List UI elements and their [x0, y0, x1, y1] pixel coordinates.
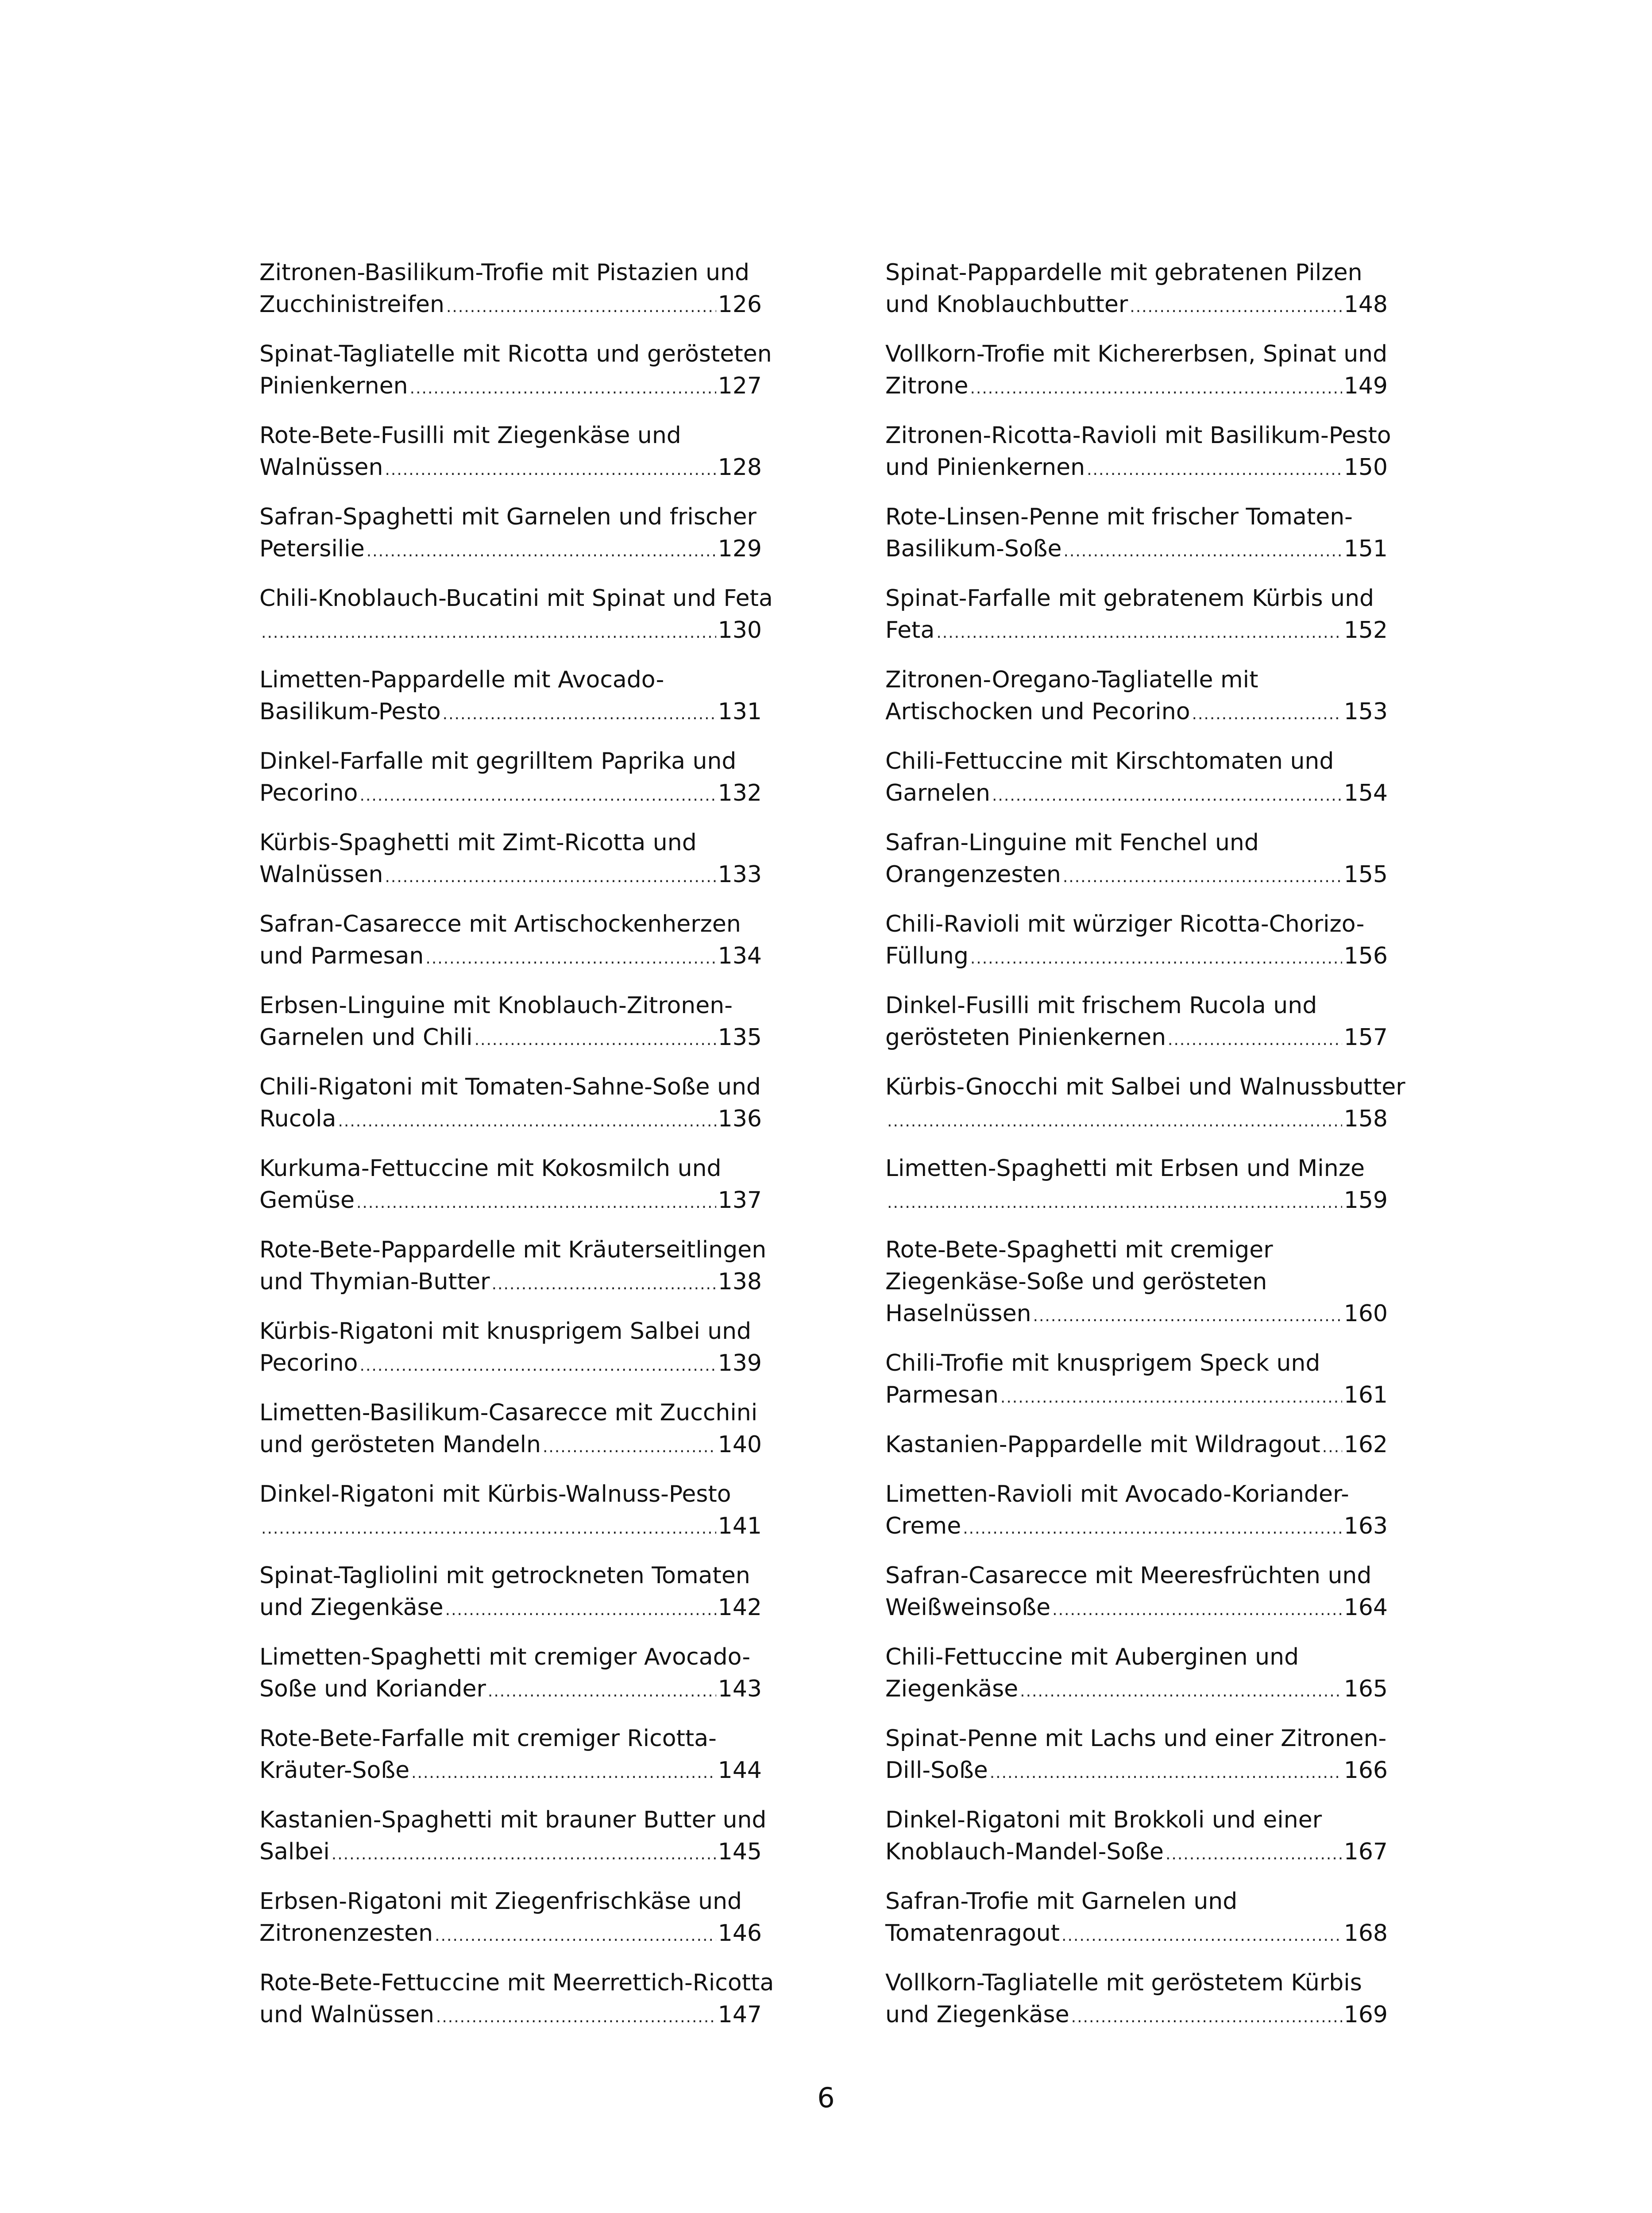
dot-leader	[1020, 1676, 1342, 1708]
toc-entry-last-line	[259, 859, 762, 893]
toc-entry	[885, 908, 1388, 979]
dot-leader	[1322, 1431, 1342, 1463]
toc-entry-page-number: 168	[1343, 1920, 1388, 1947]
toc-entry-last-line	[259, 940, 762, 975]
toc-entry-page-number: 153	[1343, 698, 1388, 725]
toc-entry-title-line: Spinat-Tagliatelle mit Ricotta und gerösteten	[259, 341, 772, 367]
toc-entry-page-number: 135	[718, 1024, 762, 1051]
toc-entry-title-line: und Pinienkernen	[885, 454, 1085, 481]
toc-entry	[885, 257, 1388, 328]
toc-entry-title-line: Weißweinsoße	[885, 1594, 1051, 1621]
dot-leader	[446, 291, 716, 323]
toc-entry-page-number: 133	[718, 861, 762, 888]
toc-entry-title-line: Petersilie	[259, 536, 365, 562]
toc-entry-title-line: Chili-Trofie mit knusprigem Speck und	[885, 1350, 1320, 1376]
toc-entry-last-line	[259, 1266, 762, 1300]
toc-entry-title-line: Pecorino	[259, 1350, 358, 1376]
toc-column-right	[885, 257, 1405, 2048]
toc-entry-title-line: Rote-Bete-Fusilli mit Ziegenkäse und	[259, 422, 681, 449]
toc-entry-title-line: und Knoblauchbutter	[885, 291, 1128, 318]
toc-entry	[885, 582, 1388, 653]
toc-entry-title-line: und Thymian-Butter	[259, 1268, 490, 1295]
toc-entry-title-line: und Ziegenkäse	[259, 1594, 444, 1621]
toc-entry	[259, 1071, 762, 1142]
toc-entry-page-number: 127	[718, 373, 762, 399]
toc-entry-page-number: 145	[718, 1839, 762, 1865]
dot-leader	[990, 1757, 1342, 1789]
toc-entry-title-line: Chili-Fettuccine mit Kirschtomaten und	[885, 748, 1334, 775]
toc-entry-title-line: Zitronenzesten	[259, 1920, 433, 1947]
toc-entry-title-line: Füllung	[885, 943, 969, 969]
dot-leader	[1192, 698, 1342, 730]
toc-entry-title-line: Safran-Casarecce mit Meeresfrüchten und	[885, 1562, 1372, 1589]
toc-entry-last-line	[259, 1022, 762, 1056]
toc-entry-title-line: Spinat-Penne mit Lachs und einer Zitronen-	[885, 1725, 1387, 1752]
toc-entry-title-line: Basilikum-Soße	[885, 536, 1062, 562]
toc-entry-page-number: 130	[718, 617, 762, 644]
toc-entry	[259, 745, 762, 816]
dot-leader	[338, 1106, 716, 1137]
toc-entry-last-line	[885, 777, 1388, 812]
toc-entry-title-line: Chili-Ravioli mit würziger Ricotta-Chorizo-	[885, 911, 1365, 937]
toc-entry-page-number: 149	[1343, 373, 1388, 399]
toc-entry	[259, 1723, 762, 1793]
toc-entry-title-line: Rote-Bete-Farfalle mit cremiger Ricotta-	[259, 1725, 717, 1752]
toc-entry-title-line: Kürbis-Rigatoni mit knusprigem Salbei und	[259, 1318, 752, 1345]
dot-leader	[435, 1920, 716, 1952]
toc-entry	[885, 338, 1388, 409]
toc-entry	[259, 1397, 762, 1468]
toc-entry-last-line	[885, 1592, 1388, 1626]
toc-entry-title-line: Dinkel-Rigatoni mit Kürbis-Walnuss-Pesto	[259, 1481, 731, 1507]
toc-entry-page-number: 147	[718, 2001, 762, 2028]
toc-entry-last-line	[259, 289, 762, 323]
dot-leader	[1000, 1382, 1342, 1414]
toc-entry-page-number: 150	[1343, 454, 1388, 481]
toc-entry-title-line: Spinat-Tagliolini mit getrockneten Tomaten	[259, 1562, 750, 1589]
toc-entry-last-line	[885, 1754, 1388, 1789]
toc-entry-title-line: Ziegenkäse-Soße und gerösteten	[885, 1268, 1267, 1295]
toc-entry-page-number: 152	[1343, 617, 1388, 644]
toc-entry-title-line: und Parmesan	[259, 943, 424, 969]
toc-entry	[259, 1967, 774, 2038]
toc-entry	[259, 257, 762, 328]
toc-entry-title-line: Kräuter-Soße	[259, 1757, 410, 1784]
toc-entry	[885, 1153, 1388, 1223]
toc-entry-title-line: Erbsen-Rigatoni mit Ziegenfrischkäse und	[259, 1888, 742, 1915]
toc-entry-page-number: 166	[1343, 1757, 1388, 1784]
toc-entry-page-number: 142	[718, 1594, 762, 1621]
toc-entry	[259, 1315, 762, 1386]
dot-leader	[992, 780, 1342, 812]
dot-leader	[492, 1268, 716, 1300]
toc-entry-page-number: 131	[718, 698, 762, 725]
toc-entry-title-line: Pinienkernen	[259, 373, 408, 399]
toc-entry	[259, 420, 762, 490]
toc-entry-title-line: und Walnüssen	[259, 2001, 434, 2028]
toc-entry-last-line	[885, 1022, 1388, 1056]
toc-entry-last-line	[885, 1510, 1388, 1545]
toc-entry-last-line	[259, 1673, 762, 1708]
dot-leader	[488, 1676, 716, 1708]
toc-entry-last-line	[259, 614, 762, 649]
toc-entry-last-line	[885, 1673, 1388, 1708]
toc-entry-title-line: Rucola	[259, 1106, 336, 1132]
toc-entry-page-number: 165	[1343, 1676, 1388, 1702]
toc-entry-title-line: Chili-Knoblauch-Bucatini mit Spinat und Feta	[259, 585, 773, 612]
toc-entry-page-number: 138	[718, 1268, 762, 1295]
dot-leader	[360, 1350, 716, 1382]
toc-entry-page-number: 148	[1343, 291, 1388, 318]
toc-entry-page-number: 143	[718, 1676, 762, 1702]
toc-entry-page-number: 159	[1343, 1187, 1388, 1214]
toc-entry-page-number: 160	[1343, 1300, 1388, 1327]
toc-entry-last-line	[259, 696, 762, 730]
toc-entry-title-line: Rote-Bete-Spaghetti mit cremiger	[885, 1237, 1273, 1263]
dot-leader	[1168, 1024, 1342, 1056]
toc-entry-title-line: Dinkel-Rigatoni mit Brokkoli und einer	[885, 1807, 1322, 1833]
toc-entry-title-line: Pecorino	[259, 780, 358, 806]
toc-entry-last-line	[259, 1429, 762, 1463]
toc-entry	[885, 664, 1388, 735]
dot-leader	[936, 617, 1342, 649]
toc-entry-last-line	[259, 1592, 762, 1626]
toc-entry-title-line: Tomatenragout	[885, 1920, 1060, 1947]
toc-entry-title-line: Safran-Casarecce mit Artischockenherzen	[259, 911, 741, 937]
dot-leader	[970, 943, 1342, 975]
toc-entry	[259, 908, 762, 979]
dot-leader	[1071, 2001, 1342, 2033]
toc-entry-page-number: 161	[1343, 1382, 1388, 1408]
toc-entry-title-line: Safran-Spaghetti mit Garnelen und frischer	[259, 504, 757, 530]
toc-entry	[259, 1885, 762, 1956]
dot-leader	[1166, 1839, 1342, 1870]
dot-leader	[425, 943, 716, 975]
toc-entry-title-line: Chili-Rigatoni mit Tomaten-Sahne-Soße und	[259, 1074, 761, 1100]
toc-entry-title-line: Zucchinistreifen	[259, 291, 444, 318]
toc-entry-title-line: und Ziegenkäse	[885, 2001, 1069, 2028]
dot-leader	[1052, 1594, 1342, 1626]
toc-entry-title-line: Zitronen-Basilikum-Trofie mit Pistazien und	[259, 259, 750, 286]
toc-entry-title-line: Zitronen-Ricotta-Ravioli mit Basilikum-Pesto	[885, 422, 1391, 449]
toc-entry	[885, 1560, 1388, 1631]
toc-column-left	[259, 257, 774, 2048]
toc-entry-last-line	[885, 696, 1388, 730]
toc-entry-title-line: Walnüssen	[259, 454, 383, 481]
toc-entry-title-line: Haselnüssen	[885, 1300, 1031, 1327]
toc-entry-page-number: 164	[1343, 1594, 1388, 1621]
toc-entry-title-line: Knoblauch-Mandel-Soße	[885, 1839, 1164, 1865]
toc-entry-title-line: Kurkuma-Fettuccine mit Kokosmilch und	[259, 1155, 722, 1182]
toc-entry-last-line	[885, 370, 1388, 405]
toc-entry-last-line	[885, 451, 1388, 486]
toc-entry-last-line	[885, 1999, 1388, 2033]
toc-entry-title-line: und gerösteten Mandeln	[259, 1431, 541, 1458]
dot-leader	[261, 617, 716, 649]
toc-entry-last-line	[259, 533, 762, 567]
toc-entry-title-line: Rote-Bete-Fettuccine mit Meerrettich-Ricotta	[259, 1970, 774, 1996]
toc-entry-last-line	[885, 1379, 1388, 1414]
toc-entry-last-line	[259, 1999, 762, 2033]
toc-entry-title-line: Zitronen-Oregano-Tagliatelle mit	[885, 667, 1258, 693]
toc-entry-last-line	[885, 289, 1388, 323]
toc-entry-page-number: 140	[718, 1431, 762, 1458]
toc-entry-title-line: Vollkorn-Tagliatelle mit geröstetem Kürbis	[885, 1970, 1362, 1996]
dot-leader	[1063, 861, 1342, 893]
toc-entry-title-line: Gemüse	[259, 1187, 355, 1214]
toc-entry	[259, 338, 772, 409]
toc-entry-title-line: Orangenzesten	[885, 861, 1061, 888]
toc-entry-title-line: Safran-Linguine mit Fenchel und	[885, 829, 1259, 856]
toc-entry	[259, 990, 762, 1060]
dot-leader	[385, 861, 716, 893]
toc-entry-title-line: Basilikum-Pesto	[259, 698, 441, 725]
toc-entry-title-line: Limetten-Basilikum-Casarecce mit Zucchini	[259, 1400, 758, 1426]
dot-leader	[411, 1757, 716, 1789]
dot-leader	[445, 1594, 716, 1626]
toc-entry-page-number: 154	[1343, 780, 1388, 806]
toc-entry-title-line: Creme	[885, 1513, 961, 1539]
toc-entry	[885, 1429, 1388, 1468]
toc-entry-last-line	[885, 859, 1388, 893]
dot-leader	[970, 373, 1342, 405]
dot-leader	[887, 1106, 1342, 1137]
toc-entry-title-line: Limetten-Spaghetti mit Erbsen und Minze	[885, 1155, 1365, 1182]
toc-entry-title-line: Soße und Koriander	[259, 1676, 486, 1702]
toc-entry	[259, 582, 773, 653]
toc-entry-title-line: Rote-Bete-Pappardelle mit Kräuterseitlingen	[259, 1237, 767, 1263]
toc-entry-page-number: 128	[718, 454, 762, 481]
toc-entry	[885, 1641, 1388, 1712]
toc-entry-title-line: Kastanien-Pappardelle mit Wildragout	[885, 1431, 1320, 1458]
dot-leader	[1061, 1920, 1342, 1952]
toc-entry	[885, 501, 1388, 572]
toc-entry-last-line	[885, 1429, 1388, 1463]
toc-entry	[885, 1347, 1388, 1418]
toc-entry-title-line: Spinat-Pappardelle mit gebratenen Pilzen	[885, 259, 1363, 286]
toc-entry-last-line	[885, 1184, 1388, 1219]
toc-entry-title-line: Vollkorn-Trofie mit Kichererbsen, Spinat und	[885, 341, 1388, 367]
toc-entry-page-number: 163	[1343, 1513, 1388, 1539]
dot-leader	[332, 1839, 716, 1870]
toc-entry	[885, 990, 1388, 1060]
toc-entry-last-line	[885, 1103, 1388, 1137]
toc-entry-title-line: Kürbis-Spaghetti mit Zimt-Ricotta und	[259, 829, 697, 856]
toc-entry	[259, 1641, 762, 1712]
toc-entry-page-number: 144	[718, 1757, 762, 1784]
toc-entry	[885, 1234, 1388, 1337]
dot-leader	[443, 698, 716, 730]
dot-leader	[475, 1024, 716, 1056]
toc-entry-title-line: Garnelen und Chili	[259, 1024, 473, 1051]
toc-entry	[259, 827, 762, 898]
toc-entry	[885, 1723, 1388, 1793]
toc-entry-title-line: Dinkel-Farfalle mit gegrilltem Paprika und	[259, 748, 737, 775]
toc-entry-title-line: Ziegenkäse	[885, 1676, 1019, 1702]
toc-entry-page-number: 146	[718, 1920, 762, 1947]
toc-entry-page-number: 132	[718, 780, 762, 806]
toc-entry-title-line: Zitrone	[885, 373, 969, 399]
dot-leader	[543, 1431, 716, 1463]
toc-entry	[885, 1071, 1405, 1142]
toc-entry-page-number: 158	[1343, 1106, 1388, 1132]
toc-entry-title-line: Kürbis-Gnocchi mit Salbei und Walnussbutter	[885, 1074, 1405, 1100]
toc-entry-title-line: Garnelen	[885, 780, 990, 806]
toc-entry-last-line	[259, 1917, 762, 1952]
toc-entry-title-line: Parmesan	[885, 1382, 999, 1408]
toc-entry-title-line: Limetten-Pappardelle mit Avocado-	[259, 667, 664, 693]
toc-entry-title-line: Erbsen-Linguine mit Knoblauch-Zitronen-	[259, 992, 733, 1019]
toc-entry-page-number: 141	[718, 1513, 762, 1539]
toc-entry	[885, 827, 1388, 898]
toc-entry	[259, 1478, 762, 1549]
toc-entry-page-number: 167	[1343, 1839, 1388, 1865]
toc-entry-page-number: 139	[718, 1350, 762, 1376]
toc-entry	[259, 664, 762, 735]
toc-entry-last-line	[259, 451, 762, 486]
toc-entry-title-line: Chili-Fettuccine mit Auberginen und	[885, 1644, 1299, 1670]
toc-entry-last-line	[885, 1836, 1388, 1870]
toc-entry-last-line	[259, 1103, 762, 1137]
toc-entry-last-line	[259, 370, 762, 405]
dot-leader	[367, 536, 716, 567]
toc-entry-last-line	[885, 1298, 1388, 1332]
toc-entry-last-line	[259, 1184, 762, 1219]
dot-leader	[261, 1513, 716, 1545]
toc-entry	[885, 1885, 1388, 1956]
toc-entry	[885, 1967, 1388, 2038]
page-number: 6	[817, 2082, 835, 2114]
toc-entry-last-line	[259, 1836, 762, 1870]
toc-entry	[885, 1804, 1388, 1875]
toc-entry	[259, 1234, 767, 1305]
toc-entry-title-line: Kastanien-Spaghetti mit brauner Butter und	[259, 1807, 767, 1833]
toc-entry-page-number: 169	[1343, 2001, 1388, 2028]
toc-entry-page-number: 157	[1343, 1024, 1388, 1051]
toc-entry-last-line	[259, 1510, 762, 1545]
toc-entry	[259, 1153, 762, 1223]
dot-leader	[963, 1513, 1342, 1545]
toc-entry	[259, 1560, 762, 1631]
toc-entry	[259, 1804, 767, 1875]
toc-entry-title-line: Walnüssen	[259, 861, 383, 888]
dot-leader	[360, 780, 716, 812]
toc-entry-title-line: Rote-Linsen-Penne mit frischer Tomaten-	[885, 504, 1353, 530]
toc-entry-last-line	[885, 1917, 1388, 1952]
dot-leader	[385, 454, 716, 486]
toc-entry-last-line	[259, 777, 762, 812]
toc-entry-page-number: 129	[718, 536, 762, 562]
dot-leader	[1130, 291, 1342, 323]
dot-leader	[887, 1187, 1342, 1219]
dot-leader	[1063, 536, 1342, 567]
toc-entry-page-number: 151	[1343, 536, 1388, 562]
toc-entry-title-line: Safran-Trofie mit Garnelen und	[885, 1888, 1238, 1915]
toc-entry-page-number: 155	[1343, 861, 1388, 888]
toc-entry-last-line	[885, 614, 1388, 649]
toc-entry-title-line: Artischocken und Pecorino	[885, 698, 1190, 725]
toc-entry-title-line: Feta	[885, 617, 935, 644]
toc-entry	[885, 1478, 1388, 1549]
toc-entry	[885, 420, 1391, 490]
toc-entry-page-number: 162	[1343, 1431, 1388, 1458]
dot-leader	[410, 373, 716, 405]
toc-entry-title-line: Salbei	[259, 1839, 330, 1865]
dot-leader	[356, 1187, 716, 1219]
toc-entry-last-line	[885, 940, 1388, 975]
dot-leader	[436, 2001, 716, 2033]
toc-entry-title-line: Limetten-Spaghetti mit cremiger Avocado-	[259, 1644, 751, 1670]
toc-entry	[259, 501, 762, 572]
toc-entry-last-line	[259, 1347, 762, 1382]
toc-entry-page-number: 134	[718, 943, 762, 969]
toc-entry-page-number: 136	[718, 1106, 762, 1132]
toc-entry-page-number: 156	[1343, 943, 1388, 969]
toc-entry-page-number: 137	[718, 1187, 762, 1214]
dot-leader	[1087, 454, 1342, 486]
toc-entry-last-line	[885, 533, 1388, 567]
toc-entry-title-line: gerösteten Pinienkernen	[885, 1024, 1166, 1051]
toc-entry-title-line: Spinat-Farfalle mit gebratenem Kürbis und	[885, 585, 1374, 612]
dot-leader	[1033, 1300, 1342, 1332]
toc-entry-title-line: Limetten-Ravioli mit Avocado-Koriander-	[885, 1481, 1349, 1507]
toc-entry-page-number: 126	[718, 291, 762, 318]
toc-entry-title-line: Dinkel-Fusilli mit frischem Rucola und	[885, 992, 1317, 1019]
toc-entry-title-line: Dill-Soße	[885, 1757, 988, 1784]
toc-entry-last-line	[259, 1754, 762, 1789]
toc-entry	[885, 745, 1388, 816]
